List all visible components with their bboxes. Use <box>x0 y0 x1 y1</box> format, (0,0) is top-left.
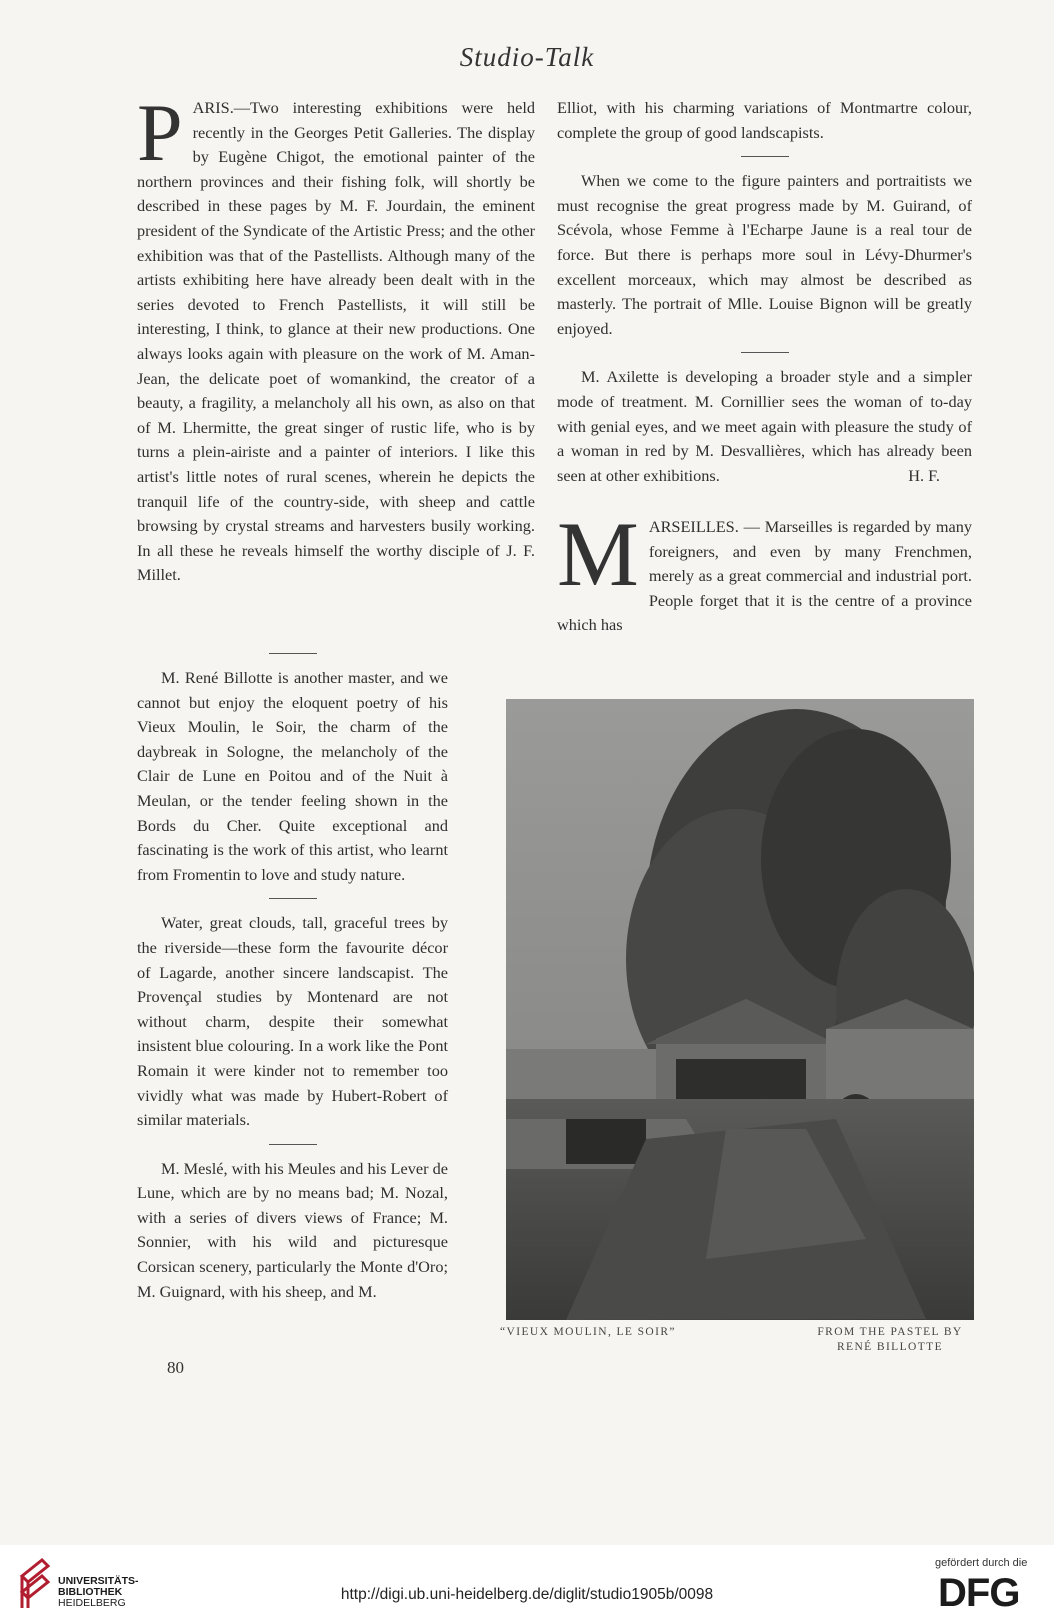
signature: H. F. <box>908 466 940 486</box>
library-line-2: BIBLIOTHEK <box>58 1586 123 1598</box>
section-divider <box>269 1144 317 1145</box>
drop-cap-m: M <box>557 502 639 605</box>
section-divider <box>741 156 789 157</box>
plate-vieux-moulin <box>506 699 974 1320</box>
plate-credit-line2: RENÉ BILLOTTE <box>836 1341 944 1353</box>
column-left-top <box>137 87 535 588</box>
column-left-bottom <box>137 642 448 1304</box>
landscape-illustration <box>506 699 974 1320</box>
dfg-logo[interactable]: DFG <box>938 1571 1020 1615</box>
paragraph-figure-painters: When we come to the figure painters and portraitists we must recognise the great progress made by M. Guirand, of Scévola, whose Femme à l'Echarpe Jaune is a real tour de force. But there is perhaps more soul in Lévy-Dhurmer's excellent morceaux, which may almost be described as masterly. The portrait of Mlle. Louise Bignon will be greatly enjoyed. <box>557 171 972 338</box>
page-number: 80 <box>167 1358 184 1377</box>
column-right <box>557 96 972 638</box>
paragraph-axilette: M. Axilette is developing a broader style and a simpler mode of treatment. M. Cornillier sees the woman of to-day with genial eyes, and we meet again with pleasure the study of a woman in red by M. Desvallières, which has already been seen at other exhibitions. <box>557 367 972 485</box>
plate-caption-credit <box>800 1325 980 1355</box>
library-line-1: UNIVERSITÄTS- <box>58 1575 139 1587</box>
running-header: Studio-Talk <box>459 42 595 72</box>
paragraph-elliot: Elliot, with his charming variations of Montmartre colour, complete the group of good landscapists. <box>557 98 972 142</box>
drop-cap-p: P <box>137 87 183 178</box>
section-divider <box>269 898 317 899</box>
paragraph-marseilles: ARSEILLES. — Marseilles is regarded by many foreigners, and even by many Frenchmen, merely as a great commercial and industrial port. People forget that it is the centre of a province which has <box>557 516 972 635</box>
library-line-3: HEIDELBERG <box>58 1597 126 1609</box>
funding-label: gefördert durch die <box>935 1557 1028 1569</box>
section-divider <box>269 653 317 654</box>
plate-credit-line1: FROM THE PASTEL BY <box>817 1326 963 1338</box>
paragraph-billotte: M. René Billotte is another master, and we cannot but enjoy the eloquent poetry of his Vieux Moulin, le Soir, the charm of the daybreak in Sologne, the melancholy of the Clair de Lune en Poitou and of the Nuit à Meulan, or the tender feeling shown in the Bords du Cher. Quite exceptional and fascinating is the work of this artist, who learnt from Fromentin to love and study nature. <box>137 668 448 884</box>
paragraph-paris-intro: ARIS.—Two interesting exhibitions were held recently in the Georges Petit Galleries. The display by Eugène Chigot, the emotional painter of the northern provinces and their fishing folk, will shortly be described in these pages by M. F. Jourdain, the eminent president of the Syndicate of the Artistic Press; and the other exhibition was that of the Pastellists. Although many of the artists exhibiting here have already been dealt with in the series devoted to French Pastellists, it will still be interesting, I think, to glance at their new productions. One always looks again with pleasure on the work of M. Aman-Jean, the delicate poet of womankind, the creator of a beauty, a fragility, a melancholy all his own, as also on that of M. Lhermitte, the great singer of rustic life, who is by turns a plein-airiste and a painter of interiors. I like this artist's little notes of rural scenes, wherein he depicts the tranquil life of the country-side, with sheep and cattle browsing by crystal streams and harvesters busily working. In all these he reveals himself the worthy disciple of J. F. Millet. <box>137 98 535 585</box>
paragraph-lagarde: Water, great clouds, tall, graceful trees by the riverside—these form the favourite décor of Lagarde, another sincere landscapist. The Provençal studies by Montenard are not without charm, despite their somewhat insistent blue colouring. In a work like the Pont Romain it were kinder not to remember too vividly what was made by Hubert-Robert of similar materials. <box>137 913 448 1130</box>
digitization-footer <box>0 1545 1054 1622</box>
permalink-url[interactable]: http://digi.ub.uni-heidelberg.de/diglit/studio1905b/0098 <box>340 1586 714 1603</box>
paragraph-mesle: M. Meslé, with his Meules and his Lever de Lune, which are by no means bad; M. Nozal, with a series of divers views of France; M. Sonnier, with his wild and picturesque Corsican scenery, particularly the Monte d'Oro; M. Guignard, with his sheep, and M. <box>137 1158 448 1301</box>
section-divider <box>741 352 789 353</box>
plate-caption-title: “VIEUX MOULIN, LE SOIR” <box>500 1326 676 1338</box>
